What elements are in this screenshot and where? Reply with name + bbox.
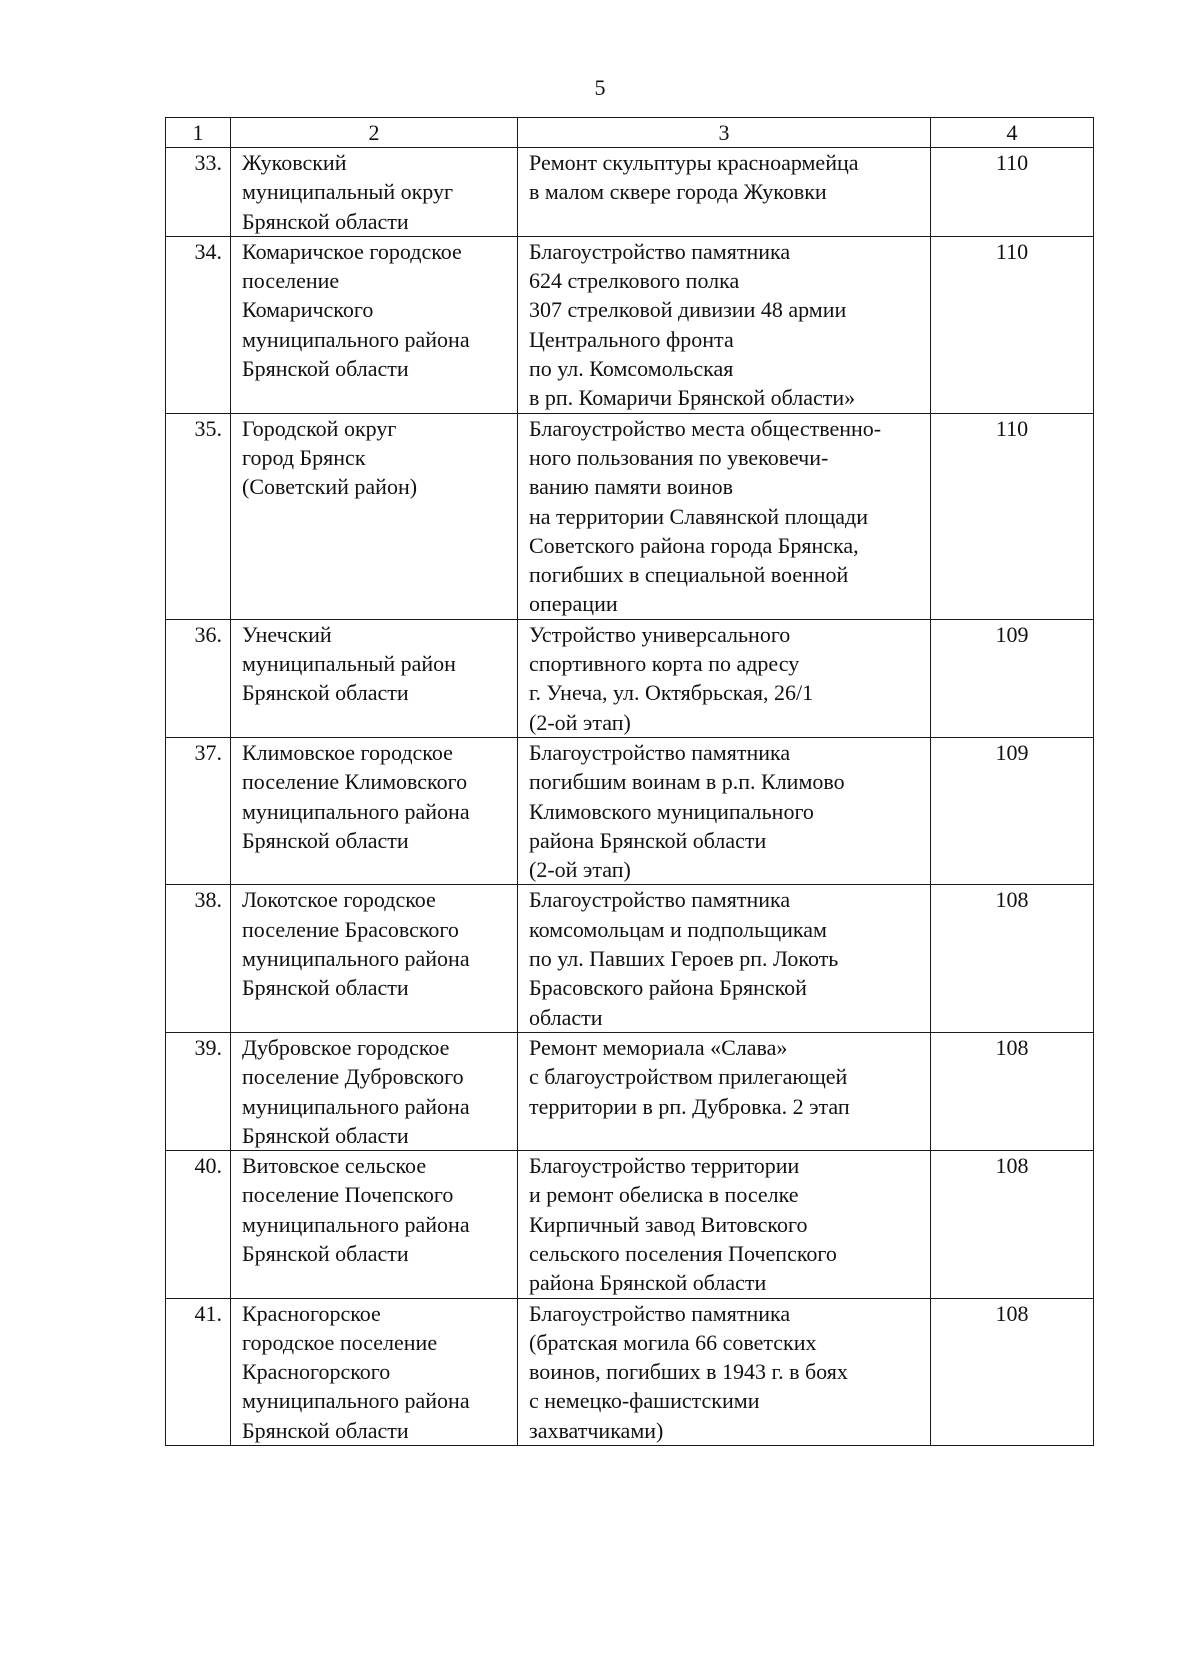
- amount-cell: 109: [931, 737, 1094, 884]
- data-table: [165, 117, 1094, 1446]
- description-line: сельского поселения Почепского: [529, 1240, 837, 1266]
- description-line: комсомольцам и подпольщикам: [529, 916, 827, 942]
- description-line: Советского района города Брянска,: [529, 532, 859, 558]
- municipality-line: город Брянск: [242, 444, 366, 470]
- description-line: в рп. Комаричи Брянской области»: [529, 385, 856, 411]
- municipality-line: Комаричского: [242, 297, 374, 323]
- municipality-cell: [231, 413, 518, 619]
- description-cell: [518, 1032, 931, 1150]
- page-number: 5: [594, 75, 606, 100]
- amount-cell: 110: [931, 236, 1094, 413]
- description-line: спортивного корта по адресу: [529, 651, 800, 677]
- column-header-2: 2: [231, 118, 518, 148]
- description-line: и ремонт обелиска в поселке: [529, 1182, 799, 1208]
- description-line: погибших в специальной военной: [529, 562, 849, 588]
- row-number: 34.: [166, 236, 231, 413]
- description-line: ванию памяти воинов: [529, 474, 733, 500]
- municipality-line: поселение: [242, 268, 340, 294]
- amount-cell: 108: [931, 1298, 1094, 1445]
- row-number: 36.: [166, 619, 231, 737]
- description-line: (2-ой этап): [529, 709, 631, 735]
- municipality-line: (Советский район): [242, 474, 418, 500]
- municipality-line: муниципального района: [242, 946, 470, 972]
- description-line: захватчиками): [529, 1417, 664, 1443]
- description-line: Ремонт скульптуры красноармейца: [529, 150, 859, 175]
- description-line: по ул. Комсомольская: [529, 356, 734, 382]
- description-line: Кирпичный завод Витовского: [529, 1211, 808, 1237]
- description-line: (братская могила 66 советских: [529, 1329, 817, 1355]
- municipality-line: Дубровское городское: [242, 1034, 450, 1060]
- description-cell: [518, 737, 931, 884]
- municipality-line: Брянской области: [242, 1122, 409, 1148]
- description-line: Климовского муниципального: [529, 798, 814, 824]
- table-row: [166, 1032, 1094, 1150]
- description-line: 307 стрелковой дивизии 48 армии: [529, 297, 847, 323]
- municipality-line: Брянской области: [242, 1417, 409, 1443]
- description-line: погибшим воинам в р.п. Климово: [529, 769, 845, 795]
- municipality-line: Локотское городское: [242, 887, 436, 913]
- municipality-cell: [231, 1151, 518, 1298]
- description-cell: [518, 885, 931, 1032]
- description-line: Благоустройство места общественно-: [529, 415, 882, 441]
- description-cell: [518, 236, 931, 413]
- municipality-line: Брянской области: [242, 356, 409, 382]
- municipality-line: Брянской области: [242, 680, 409, 706]
- row-number: 40.: [166, 1151, 231, 1298]
- municipality-line: Климовское городское: [242, 739, 453, 765]
- municipality-line: муниципальный район: [242, 651, 456, 677]
- description-line: Устройство универсального: [529, 621, 791, 647]
- row-number: 39.: [166, 1032, 231, 1150]
- description-line: территории в рп. Дубровка. 2 этап: [529, 1093, 850, 1119]
- description-line: Благоустройство памятника: [529, 1300, 791, 1326]
- description-line: воинов, погибших в 1943 г. в боях: [529, 1359, 848, 1385]
- table-row: [166, 1151, 1094, 1298]
- column-header-1: 1: [166, 118, 231, 148]
- description-line: г. Унеча, ул. Октябрьская, 26/1: [529, 680, 814, 706]
- municipality-line: муниципального района: [242, 326, 470, 352]
- description-line: на территории Славянской площади: [529, 503, 869, 529]
- row-number: 35.: [166, 413, 231, 619]
- description-line: 624 стрелкового полка: [529, 268, 740, 294]
- table-row: [166, 619, 1094, 737]
- municipality-line: Комаричское городское: [242, 238, 462, 264]
- municipality-cell: [231, 1032, 518, 1150]
- description-line: Благоустройство территории: [529, 1153, 800, 1179]
- description-cell: [518, 148, 931, 237]
- municipality-line: Городской округ: [242, 415, 397, 441]
- amount-cell: 108: [931, 885, 1094, 1032]
- municipality-cell: [231, 619, 518, 737]
- table-row: [166, 885, 1094, 1032]
- municipality-line: муниципальный округ: [242, 179, 454, 205]
- amount-cell: 108: [931, 1032, 1094, 1150]
- municipality-cell: [231, 737, 518, 884]
- description-line: района Брянской области: [529, 1270, 767, 1296]
- description-cell: [518, 1298, 931, 1445]
- description-line: Брасовского района Брянской: [529, 975, 807, 1001]
- amount-cell: 110: [931, 413, 1094, 619]
- municipality-line: муниципального района: [242, 798, 470, 824]
- municipality-line: Брянской области: [242, 975, 409, 1001]
- description-line: Благоустройство памятника: [529, 238, 791, 264]
- description-line: в малом сквере города Жуковки: [529, 179, 827, 205]
- description-line: Благоустройство памятника: [529, 739, 791, 765]
- description-cell: [518, 619, 931, 737]
- municipality-line: Красногорского: [242, 1359, 391, 1385]
- column-header-4: 4: [931, 118, 1094, 148]
- description-line: (2-ой этап): [529, 857, 631, 883]
- table-body: [166, 118, 1094, 1446]
- description-line: операции: [529, 591, 618, 617]
- description-line: ного пользования по увековечи-: [529, 444, 829, 470]
- row-number: 37.: [166, 737, 231, 884]
- municipality-line: Брянской области: [242, 1240, 409, 1266]
- description-line: района Брянской области: [529, 827, 767, 853]
- municipality-line: Унечский: [242, 621, 332, 647]
- municipality-line: поселение Климовского: [242, 769, 468, 795]
- municipality-line: Брянской области: [242, 208, 409, 234]
- amount-cell: 110: [931, 148, 1094, 237]
- row-number: 38.: [166, 885, 231, 1032]
- description-line: области: [529, 1004, 603, 1030]
- municipality-line: поселение Почепского: [242, 1182, 454, 1208]
- description-cell: [518, 1151, 931, 1298]
- municipality-cell: [231, 1298, 518, 1445]
- municipality-line: муниципального района: [242, 1093, 470, 1119]
- municipality-line: муниципального района: [242, 1211, 470, 1237]
- description-cell: [518, 413, 931, 619]
- municipality-cell: [231, 148, 518, 237]
- table-row: [166, 1298, 1094, 1445]
- municipality-line: городское поселение: [242, 1329, 438, 1355]
- row-number: 33.: [166, 148, 231, 237]
- table-header-row: [166, 118, 1094, 148]
- amount-cell: 108: [931, 1151, 1094, 1298]
- description-line: Ремонт мемориала «Слава»: [529, 1034, 788, 1060]
- municipality-line: муниципального района: [242, 1388, 470, 1414]
- municipality-line: поселение Брасовского: [242, 916, 459, 942]
- description-line: Благоустройство памятника: [529, 887, 791, 913]
- table-row: [166, 148, 1094, 237]
- description-line: с немецко-фашистскими: [529, 1388, 760, 1414]
- municipality-line: Красногорское: [242, 1300, 381, 1326]
- column-header-3: 3: [518, 118, 931, 148]
- table-row: [166, 737, 1094, 884]
- row-number: 41.: [166, 1298, 231, 1445]
- municipality-line: Жуковский: [242, 150, 347, 175]
- description-line: по ул. Павших Героев рп. Локоть: [529, 946, 839, 972]
- table-row: [166, 236, 1094, 413]
- municipality-line: поселение Дубровского: [242, 1064, 464, 1090]
- municipality-line: Брянской области: [242, 827, 409, 853]
- amount-cell: 109: [931, 619, 1094, 737]
- table-row: [166, 413, 1094, 619]
- description-line: с благоустройством прилегающей: [529, 1064, 848, 1090]
- municipality-cell: [231, 236, 518, 413]
- municipality-line: Витовское сельское: [242, 1153, 427, 1179]
- municipality-cell: [231, 885, 518, 1032]
- description-line: Центрального фронта: [529, 326, 734, 352]
